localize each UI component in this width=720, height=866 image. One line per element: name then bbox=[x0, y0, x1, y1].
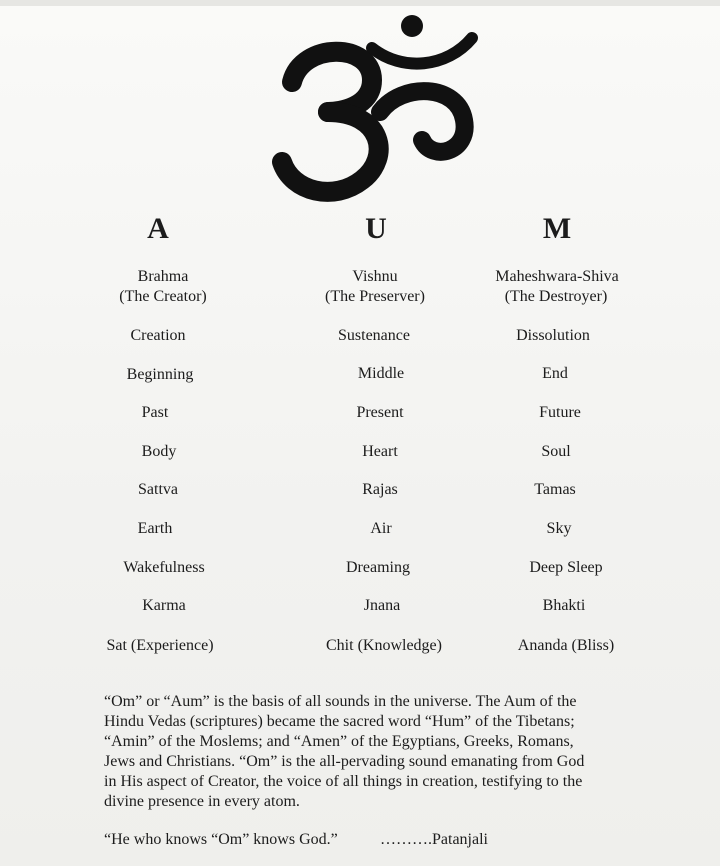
row-a-1: Creation bbox=[130, 327, 186, 344]
paragraph-line: “Amin” of the Moslems; and “Amen” of the Egyptians, Greeks, Romans, bbox=[104, 733, 574, 750]
row-a-3: Past bbox=[141, 404, 169, 421]
deity-u-role: (The Preserver) bbox=[325, 288, 425, 305]
row-a-2: Beginning bbox=[126, 366, 194, 383]
row-m-5: Tamas bbox=[534, 481, 576, 498]
row-u-6: Air bbox=[370, 520, 392, 537]
paragraph-line: Hindu Vedas (scriptures) became the sacred word “Hum” of the Tibetans; bbox=[104, 713, 575, 730]
row-a-4: Body bbox=[141, 443, 177, 460]
row-a-9: Sat (Experience) bbox=[106, 637, 214, 654]
letter-m-heading: M bbox=[542, 212, 572, 245]
row-m-2: End bbox=[542, 365, 568, 382]
row-m-3: Future bbox=[539, 404, 581, 421]
deity-u-name: Vishnu bbox=[352, 268, 398, 285]
om-symbol-icon bbox=[262, 12, 502, 212]
letter-a-heading: A bbox=[147, 212, 169, 245]
row-u-9: Chit (Knowledge) bbox=[326, 637, 442, 654]
deity-m-role: (The Destroyer) bbox=[504, 288, 608, 305]
quote-attribution: ……….Patanjali bbox=[380, 831, 488, 848]
row-m-6: Sky bbox=[546, 520, 572, 537]
row-a-5: Sattva bbox=[138, 481, 178, 498]
row-u-3: Present bbox=[356, 404, 404, 421]
paragraph-line: “Om” or “Aum” is the basis of all sounds in the universe. The Aum of the bbox=[104, 693, 577, 710]
deity-m-name: Maheshwara-Shiva bbox=[495, 268, 619, 285]
deity-a-role: (The Creator) bbox=[119, 288, 207, 305]
row-m-1: Dissolution bbox=[516, 327, 590, 344]
letter-u-heading: U bbox=[365, 212, 387, 245]
row-u-4: Heart bbox=[362, 443, 398, 460]
paragraph-line: Jews and Christians. “Om” is the all-pervading sound emanating from God bbox=[104, 753, 585, 770]
row-a-6: Earth bbox=[137, 520, 173, 537]
page-top-edge bbox=[0, 0, 720, 6]
row-u-5: Rajas bbox=[362, 481, 398, 498]
paragraph-line: divine presence in every atom. bbox=[104, 793, 300, 810]
row-u-1: Sustenance bbox=[338, 327, 410, 344]
patanjali-quote: “He who knows “Om” knows God.” bbox=[104, 831, 338, 848]
row-u-8: Jnana bbox=[363, 597, 401, 614]
row-m-4: Soul bbox=[541, 443, 571, 460]
row-u-7: Dreaming bbox=[346, 559, 410, 576]
row-u-2: Middle bbox=[357, 365, 405, 382]
row-m-7: Deep Sleep bbox=[529, 559, 603, 576]
row-m-9: Ananda (Bliss) bbox=[517, 637, 615, 654]
om-explanation-paragraph bbox=[104, 692, 644, 812]
deity-a-name: Brahma bbox=[137, 268, 189, 285]
row-a-8: Karma bbox=[142, 597, 186, 614]
paragraph-line: in His aspect of Creator, the voice of all things in creation, testifying to the bbox=[104, 773, 583, 790]
row-a-7: Wakefulness bbox=[123, 559, 205, 576]
row-m-8: Bhakti bbox=[542, 597, 586, 614]
